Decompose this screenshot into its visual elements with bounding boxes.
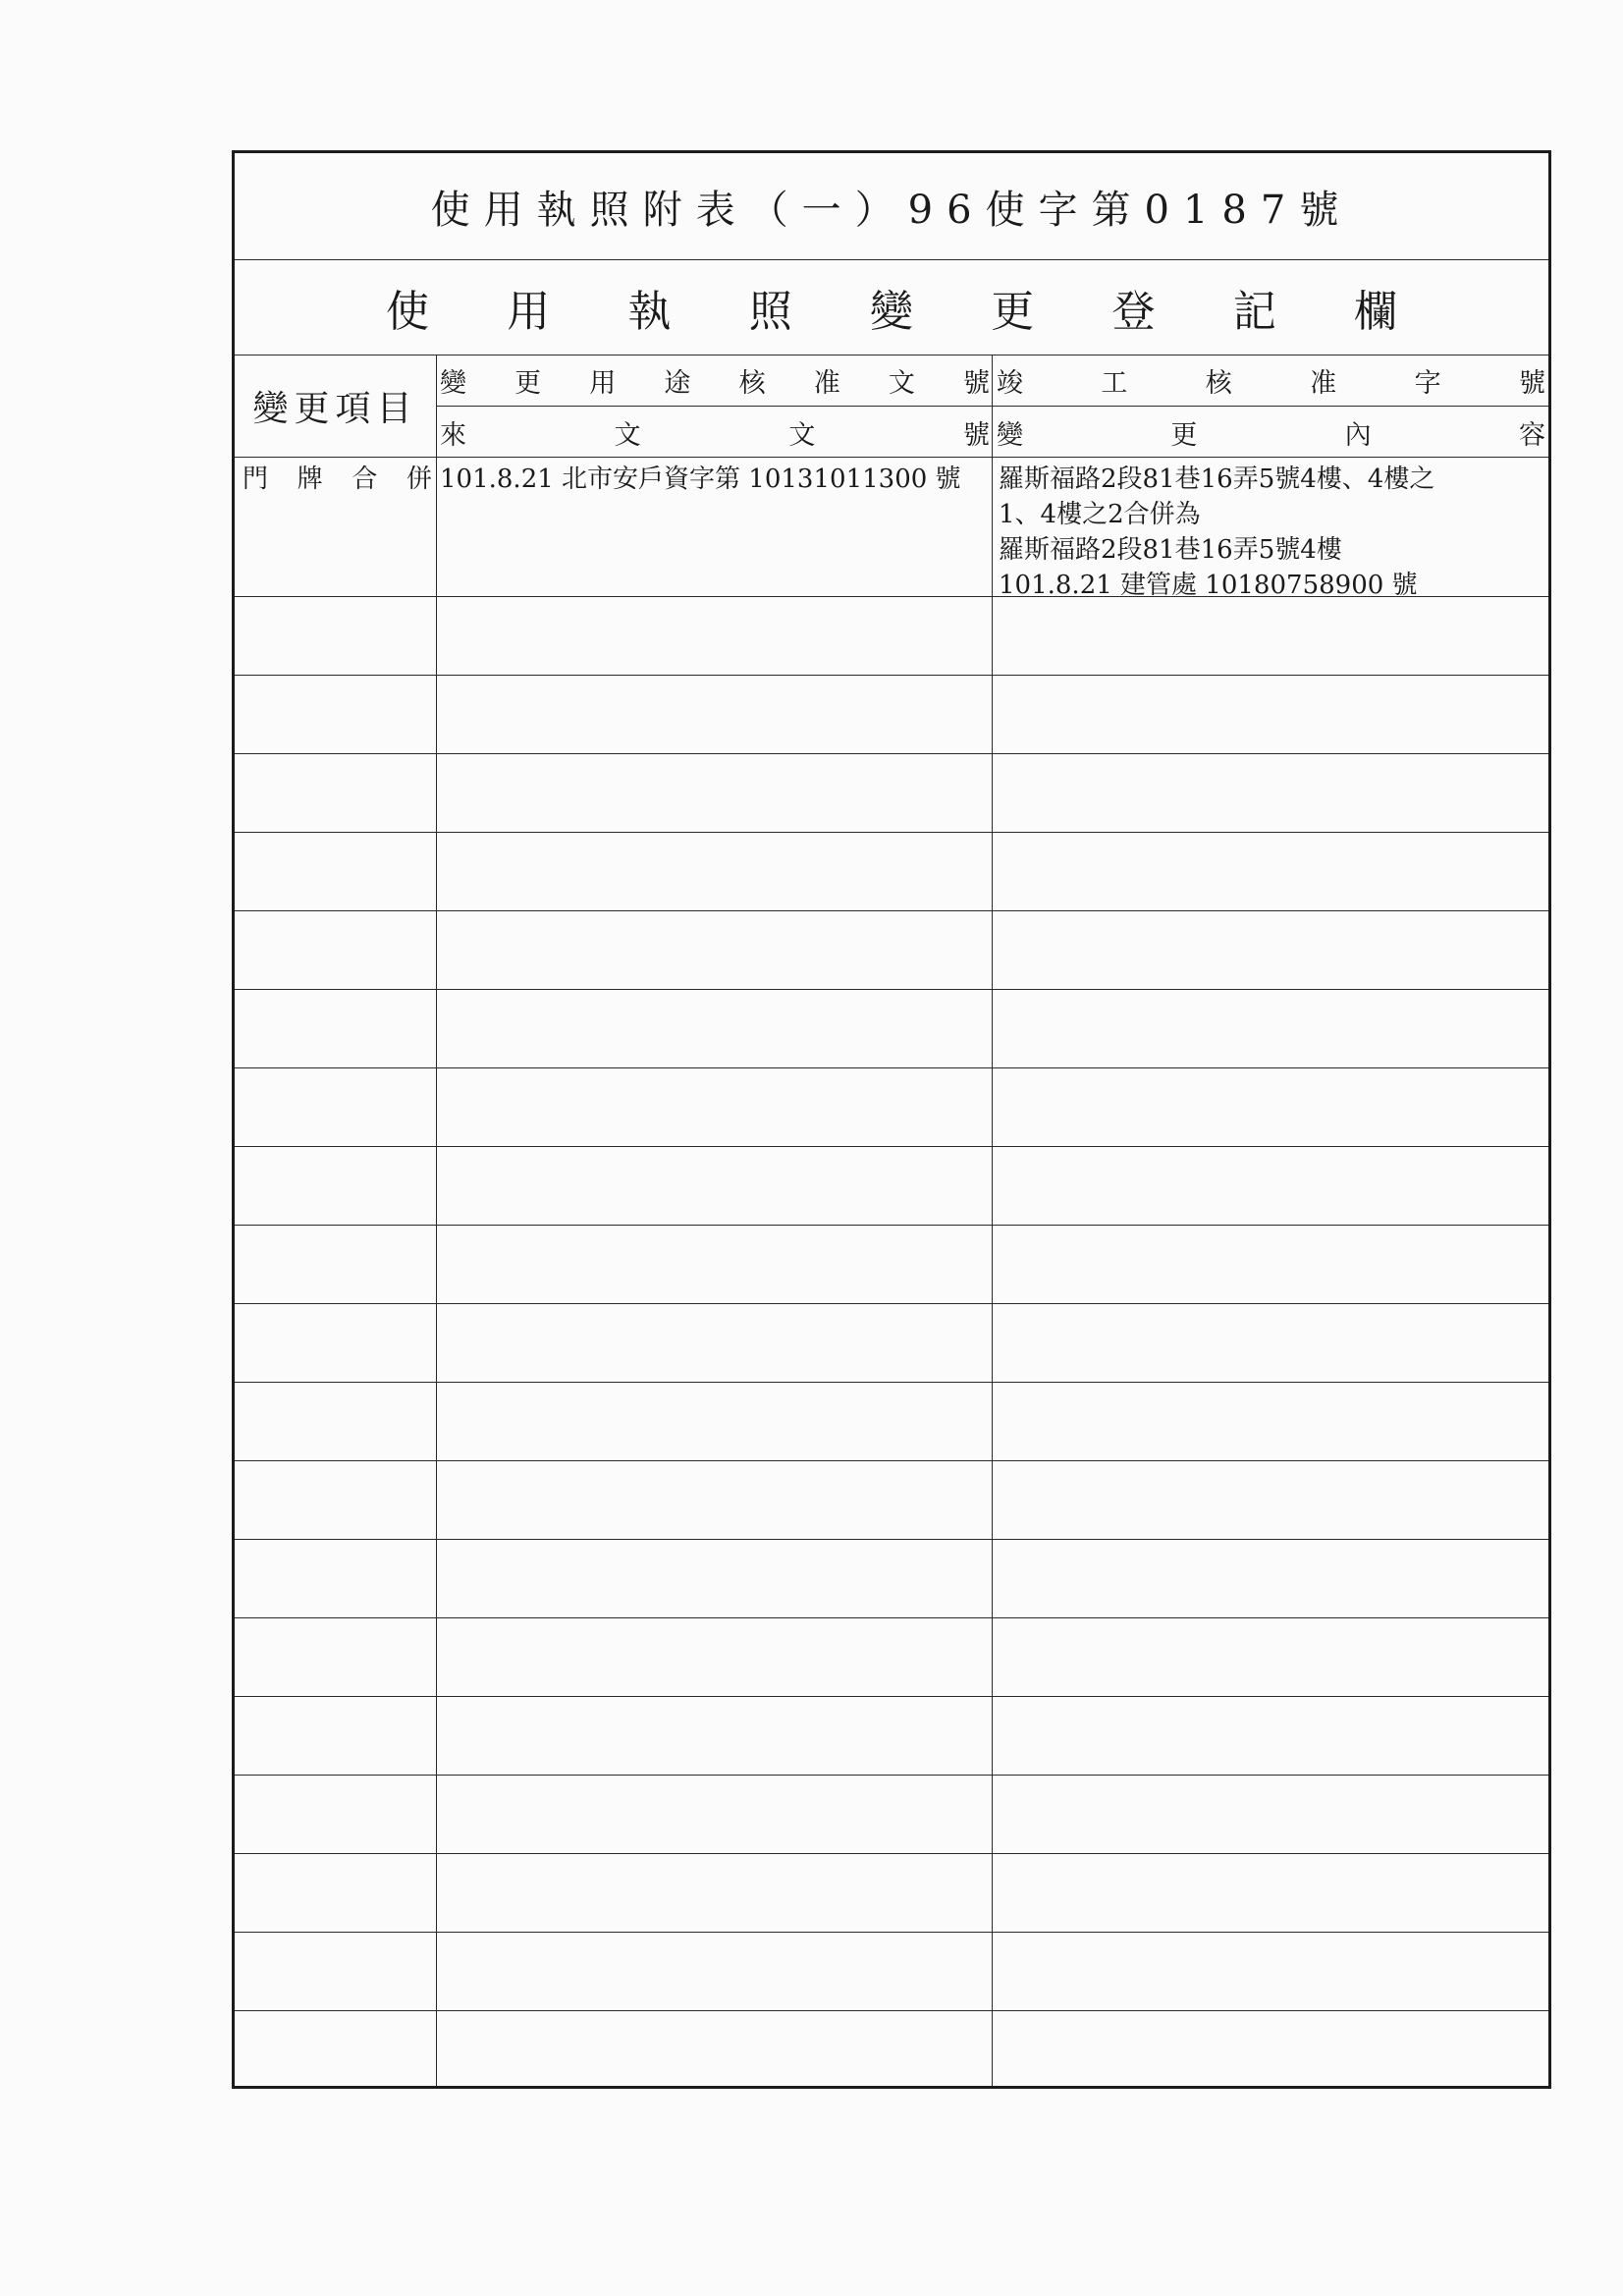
table-row-blank	[235, 1067, 1548, 1147]
change-item-cell	[235, 457, 436, 596]
table-row-blank	[235, 1146, 1548, 1226]
change-item-char: 併	[406, 465, 432, 494]
table-row-blank	[235, 910, 1548, 990]
header-char: 號	[962, 367, 990, 399]
table-row-blank	[235, 1303, 1548, 1383]
header-char: 變	[440, 367, 466, 399]
table-row-blank	[235, 1696, 1548, 1776]
table-row-blank	[235, 1382, 1548, 1461]
register-title-char: 記	[1232, 286, 1276, 337]
header-char: 竣	[997, 367, 1023, 399]
change-item-char: 牌	[297, 465, 323, 494]
header-char: 變	[997, 419, 1023, 451]
register-title-char: 照	[748, 286, 792, 337]
table-row-blank	[235, 1617, 1548, 1697]
header-char: 准	[1310, 367, 1337, 399]
register-title-char: 用	[507, 286, 551, 337]
column-header-approval-doc-no	[437, 355, 993, 406]
column-header-completion-no	[994, 355, 1548, 406]
column-header-item: 變更項目	[252, 388, 418, 429]
register-title-char: 更	[991, 286, 1035, 337]
table-row-blank	[235, 753, 1548, 833]
change-item-char: 合	[352, 465, 378, 494]
table-row-blank	[235, 989, 1548, 1068]
register-title	[386, 276, 1397, 339]
register-title-char: 變	[870, 286, 913, 337]
change-item-char: 門	[243, 465, 269, 494]
table-row-blank	[235, 675, 1548, 754]
register-title-char: 使	[386, 286, 429, 337]
permit-appendix-table	[232, 150, 1551, 2089]
header-char: 文	[888, 367, 915, 399]
header-char: 途	[664, 367, 691, 399]
header-char: 字	[1414, 367, 1441, 399]
header-char: 准	[813, 367, 840, 399]
change-content-line: 101.8.21 建管處 10180758900 號	[999, 571, 1418, 596]
header-char: 文	[788, 419, 816, 451]
table-row	[235, 457, 1548, 597]
table-row-blank	[235, 1775, 1548, 1854]
table-row-blank	[235, 832, 1548, 911]
doc-number-cell: 101.8.21 北市安戶資字第 10131011300 號	[440, 465, 961, 494]
header-char: 工	[1101, 367, 1128, 399]
header-char: 來	[440, 419, 466, 451]
table-row-blank	[235, 1460, 1548, 1540]
table-row-blank	[235, 1853, 1548, 1933]
table-row-blank	[235, 1225, 1548, 1304]
table-row-blank	[235, 1932, 1548, 2011]
header-char: 更	[514, 367, 542, 399]
header-char: 內	[1344, 419, 1372, 451]
header-char: 核	[1205, 367, 1232, 399]
table-row-blank	[235, 596, 1548, 676]
appendix-title-band	[235, 153, 1548, 260]
header-char: 容	[1518, 419, 1545, 451]
register-title-char: 執	[627, 286, 672, 337]
header-char: 更	[1170, 419, 1198, 451]
column-header	[235, 355, 1548, 458]
register-title-char: 登	[1111, 286, 1156, 337]
header-char: 核	[738, 367, 766, 399]
appendix-title: 使用執照附表（一）96使字第0187號	[430, 187, 1353, 233]
table-row-blank	[235, 2010, 1548, 2089]
column-header-incoming-doc-no	[437, 407, 993, 458]
change-content-line: 1、4樓之2合併為	[999, 500, 1201, 529]
header-char: 文	[614, 419, 641, 451]
change-content-line: 羅斯福路2段81巷16弄5號4樓	[999, 535, 1342, 565]
register-title-band	[235, 259, 1548, 355]
header-char: 號	[1518, 367, 1545, 399]
change-content-cell	[993, 457, 1548, 596]
change-content-line: 羅斯福路2段81巷16弄5號4樓、4樓之	[999, 465, 1435, 494]
header-char: 號	[962, 419, 990, 451]
column-header-change-content	[994, 407, 1548, 458]
register-title-char: 欄	[1354, 286, 1397, 337]
table-row-blank	[235, 1539, 1548, 1618]
header-char: 用	[589, 367, 617, 399]
